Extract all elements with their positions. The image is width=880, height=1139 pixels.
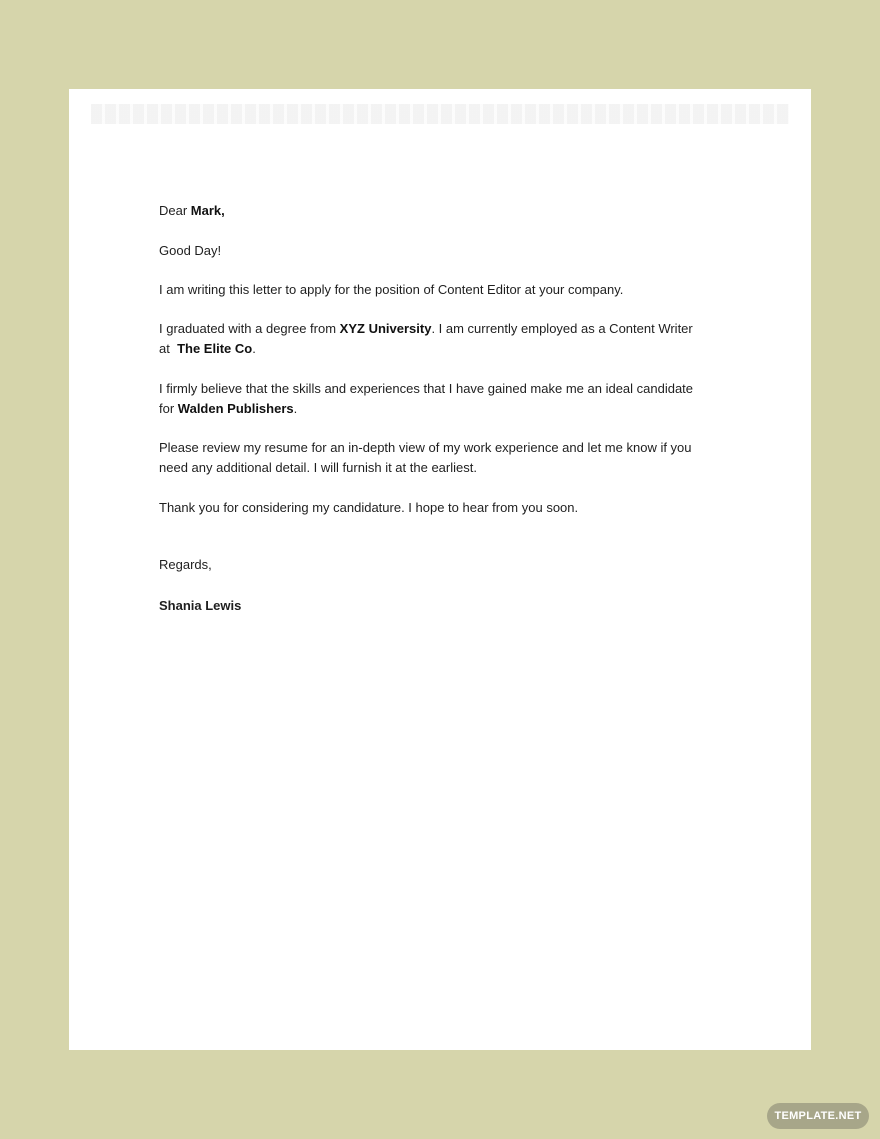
education-line1-prefix: I graduated with a degree from <box>159 321 340 336</box>
recipient-name: Mark, <box>190 203 225 218</box>
education-paragraph <box>159 319 693 359</box>
education-line2-prefix: at <box>159 341 178 356</box>
signature-name: Shania Lewis <box>159 598 242 613</box>
faded-header-pattern <box>91 104 789 124</box>
belief-line2-suffix: . <box>293 401 298 416</box>
university-name: XYZ University <box>339 321 432 336</box>
belief-line1: I firmly believe that the skills and experiences that I have gained make me an ideal candidate <box>159 381 694 396</box>
letter-page <box>69 89 811 1050</box>
intro-paragraph: I am writing this letter to apply for the position of Content Editor at your company. <box>159 282 624 297</box>
review-line2: need any additional detail. I will furnish it at the earliest. <box>159 460 477 475</box>
current-company-name: The Elite Co <box>177 341 253 356</box>
review-paragraph <box>159 438 692 478</box>
target-company-name: Walden Publishers <box>177 401 294 416</box>
belief-line2-prefix: for <box>159 401 178 416</box>
education-line1-suffix: . I am currently employed as a Content Writer <box>431 321 693 336</box>
thanks-paragraph: Thank you for considering my candidature. I hope to hear from you soon. <box>159 500 579 515</box>
greeting: Good Day! <box>159 243 222 258</box>
template-net-watermark-badge: TEMPLATE.NET <box>767 1103 869 1129</box>
review-line1: Please review my resume for an in-depth view of my work experience and let me know if you <box>159 440 692 455</box>
belief-paragraph <box>159 379 693 419</box>
education-line2-suffix: . <box>252 341 256 356</box>
closing: Regards, <box>159 557 212 572</box>
salutation <box>159 201 225 221</box>
salutation-prefix: Dear <box>159 203 191 218</box>
